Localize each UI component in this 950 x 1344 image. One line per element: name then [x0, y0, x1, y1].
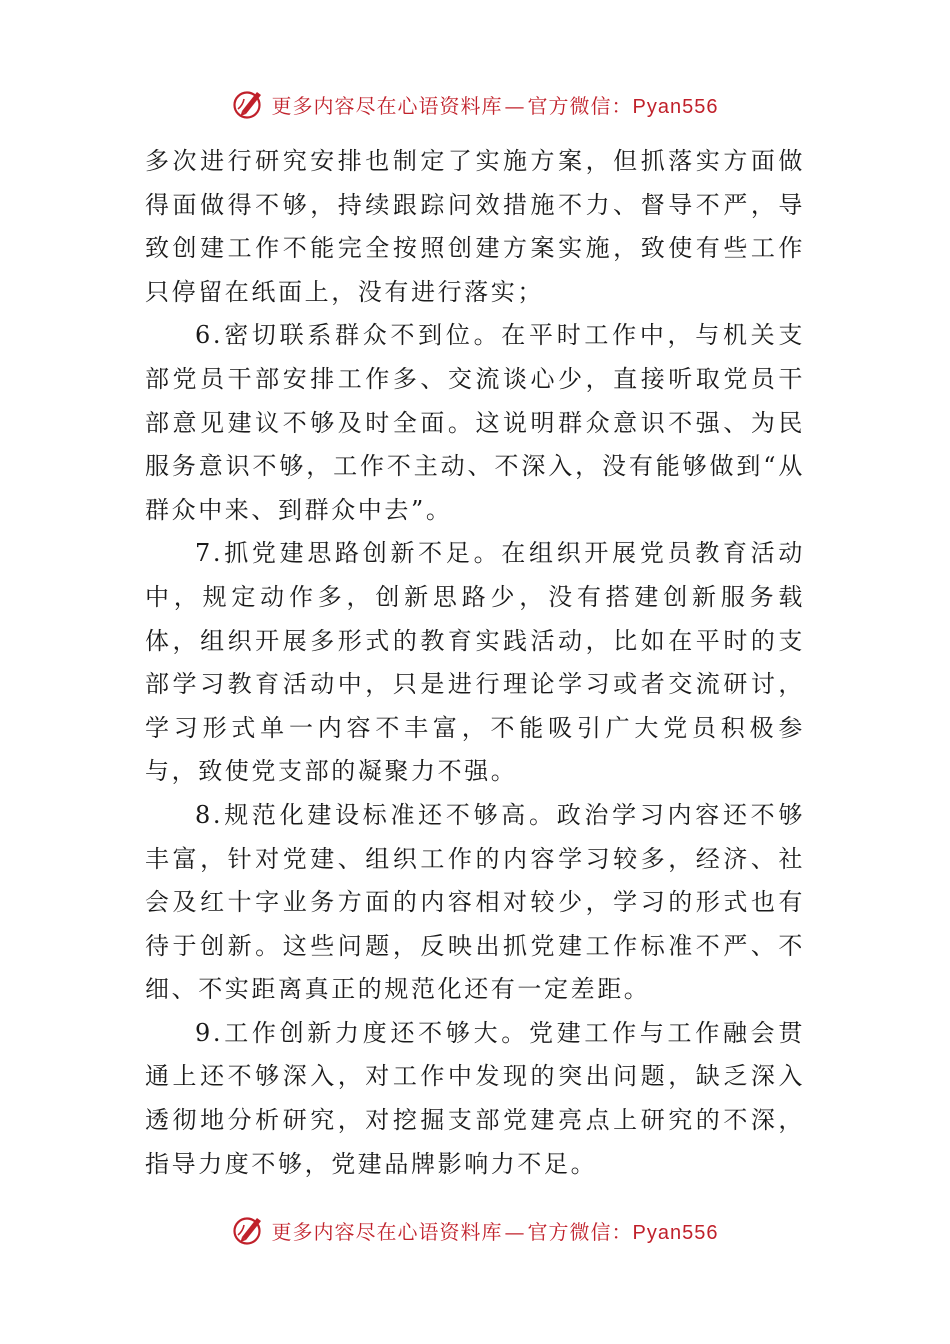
- header-separator: —: [504, 93, 526, 118]
- footer-banner-text: [272, 1216, 719, 1245]
- header-wechat-id: Pyan556: [632, 95, 719, 118]
- header-official-label: 官方微信：: [527, 93, 633, 118]
- header-site-text: 更多内容尽在心语资料库: [271, 93, 503, 118]
- footer-banner: [0, 1210, 950, 1250]
- pen-in-circle-logo-icon: [232, 87, 266, 121]
- paragraph-item-7: 7.抓党建思路创新不足。在组织开展党员教育活动中，规定动作多，创新思路少，没有搭建创新服务载体，组织开展多形式的教育实践活动，比如在平时的支部学习教育活动中，只是进行理论学习或者交流研讨，学习形式单一内容不丰富，不能吸引广大党员积极参与，致使党支部的凝聚力不强。: [145, 539, 805, 786]
- paragraph-item-6: 6.密切联系群众不到位。在平时工作中，与机关支部党员干部安排工作多、交流谈心少，直接听取党员干部意见建议不够及时全面。这说明群众意识不强、为民服务意识不够，工作不主动、不深入，没有能够做到“从群众中来、到群众中去”。: [145, 321, 805, 524]
- paragraph-item-9: 9.工作创新力度还不够大。党建工作与工作融会贯通上还不够深入，对工作中发现的突出问题，缺乏深入透彻地分析研究，对挖掘支部党建亮点上研究的不深，指导力度不够，党建品牌影响力不足。: [145, 1018, 805, 1178]
- footer-site-text: 更多内容尽在心语资料库: [271, 1219, 503, 1244]
- header-banner-text: [272, 90, 719, 119]
- footer-wechat-id: Pyan556: [632, 1221, 719, 1244]
- footer-separator: —: [504, 1219, 526, 1244]
- paragraph-item-8: 8.规范化建设标准还不够高。政治学习内容还不够丰富，针对党建、组织工作的内容学习较多，经济、社会及红十字业务方面的内容相对较少，学习的形式也有待于创新。这些问题，反映出抓党建工作标准不严、不细、不实距离真正的规范化还有一定差距。: [145, 800, 805, 1004]
- header-banner: [0, 84, 950, 124]
- paragraph-continuation: 多次进行研究安排也制定了实施方案，但抓落实方面做得面做得不够，持续跟踪问效措施不力、督导不严，导致创建工作不能完全按照创建方案实施，致使有些工作只停留在纸面上，没有进行落实；: [145, 147, 805, 306]
- pen-in-circle-logo-icon: [232, 1213, 266, 1247]
- footer-official-label: 官方微信：: [527, 1219, 633, 1244]
- document-body: [145, 140, 805, 1186]
